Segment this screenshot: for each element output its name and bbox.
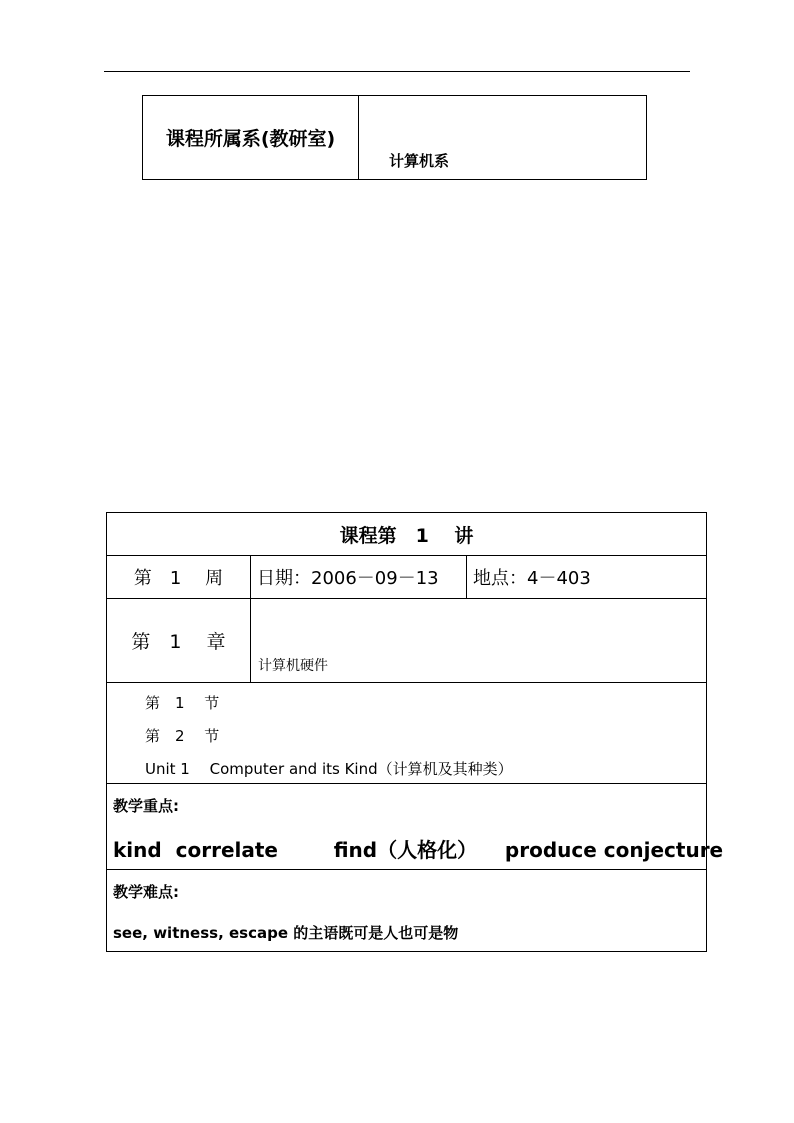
place-cell: 地点：4－403: [473, 568, 591, 589]
difficulties-text: see, witness, escape 的主语既可是人也可是物: [113, 924, 459, 942]
chapter-label: 第 1 章: [107, 599, 251, 682]
department-value: 计算机系: [389, 152, 450, 170]
chapter-row: [107, 599, 706, 683]
section-1: 第 1 节: [145, 694, 220, 712]
week-cell: 第 1 周: [107, 556, 251, 598]
difficulties-heading: 教学难点:: [113, 883, 179, 901]
lesson-title: 课程第 1 讲: [339, 524, 474, 547]
chapter-name: 计算机硬件: [258, 658, 328, 674]
lesson-info-row: [107, 556, 706, 599]
header-rule: [104, 71, 690, 72]
key-points-text: kind correlate find（人格化） produce conjecture: [113, 838, 724, 862]
unit-title: Unit 1 Computer and its Kind（计算机及其种类）: [145, 760, 513, 778]
date-cell: 日期：2006－09－13: [251, 556, 467, 598]
key-points-row: [107, 784, 724, 870]
lesson-title-row: [107, 513, 706, 556]
difficulties-row: [107, 870, 706, 951]
department-table: [142, 95, 647, 180]
key-points-heading: 教学重点:: [113, 797, 179, 815]
department-label: 课程所属系(教研室): [143, 96, 359, 179]
sections-row: [107, 683, 706, 784]
section-2: 第 2 节: [145, 727, 220, 745]
lesson-table: [106, 512, 724, 952]
